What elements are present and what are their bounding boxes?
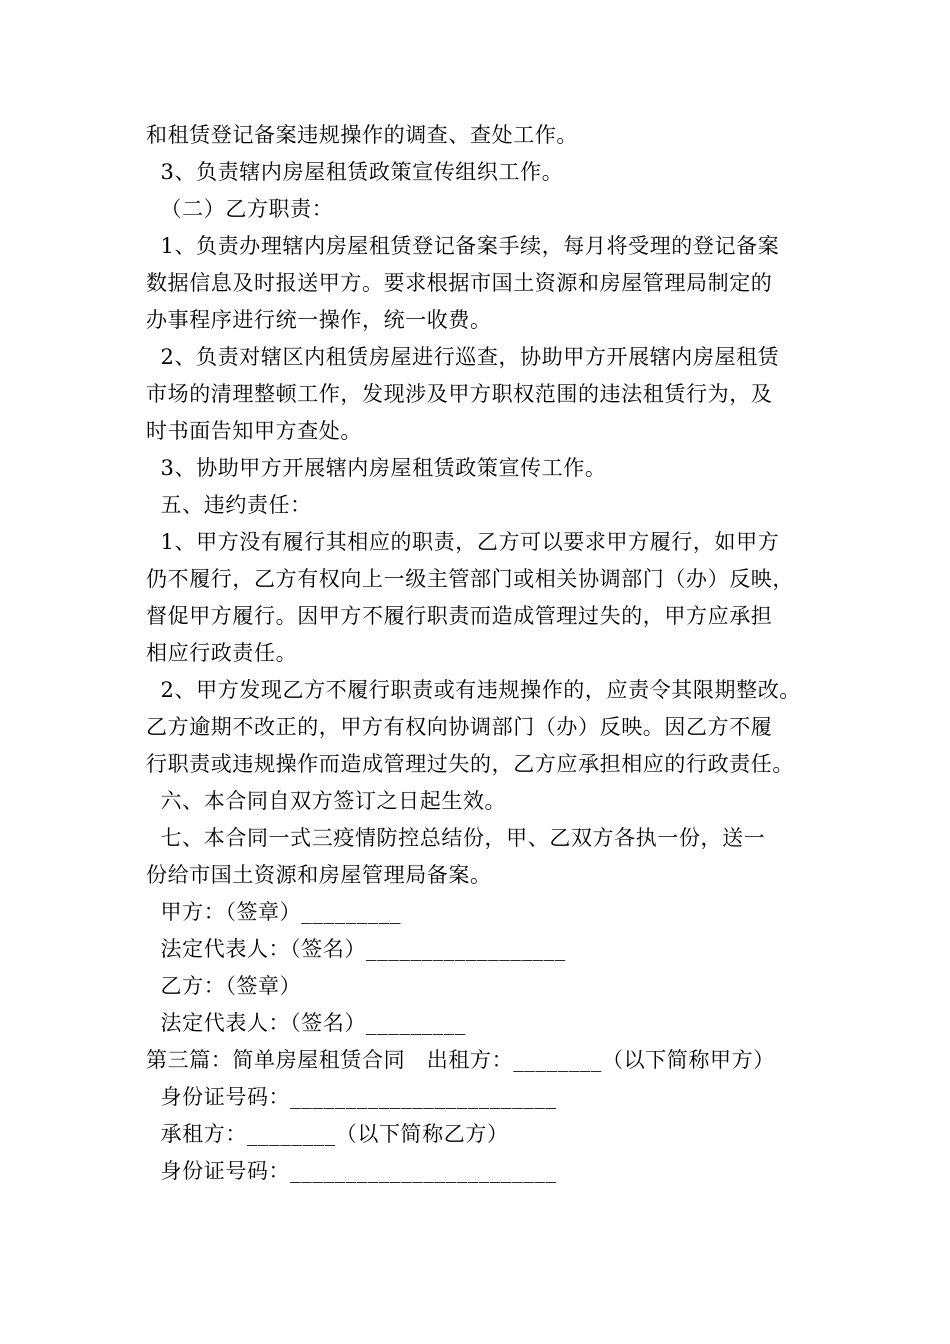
signature-line-legal-rep-a (146, 934, 836, 964)
text-line-content: 2、负责对辖区内租赁房屋进行巡查，协助甲方开展辖内房屋租赁 (146, 345, 780, 369)
text-line-content: 数据信息及时报送甲方。要求根据市国土资源和房屋管理局制定的 (146, 271, 773, 295)
text-line (146, 416, 836, 446)
text-line (146, 712, 836, 742)
text-line-content: 乙方逾期不改正的，甲方有权向协调部门（办）反映。因乙方不履 (146, 715, 773, 739)
text-line (146, 305, 836, 335)
text-line (146, 786, 836, 816)
text-line (146, 342, 836, 372)
text-line-content: 身份证号码：________________________ (146, 1085, 557, 1109)
text-line (146, 453, 836, 483)
text-line (146, 638, 836, 668)
lessee-line (146, 1119, 836, 1149)
text-line (146, 601, 836, 631)
text-line-content: 和租赁登记备案违规操作的调查、查处工作。 (146, 123, 578, 147)
text-line-content: 1、甲方没有履行其相应的职责，乙方可以要求甲方履行，如甲方 (146, 530, 780, 554)
text-line-content: 法定代表人：（签名）_________ (146, 1011, 466, 1035)
text-line-content: 乙方：（签章） (146, 974, 302, 998)
id-number-line (146, 1082, 836, 1112)
text-line-content: 办事程序进行统一操作，统一收费。 (146, 308, 492, 332)
text-line-content: 3、协助甲方开展辖内房屋租赁政策宣传工作。 (146, 456, 607, 480)
signature-line-legal-rep-b (146, 1008, 836, 1038)
text-line-content: 1、负责办理辖内房屋租赁登记备案手续，每月将受理的登记备案 (146, 234, 780, 258)
text-line (146, 749, 836, 779)
text-line-content: 承租方：________（以下简称乙方） (146, 1122, 509, 1146)
text-line (146, 231, 836, 261)
text-line-content: 时书面告知甲方查处。 (146, 419, 362, 443)
text-line-content: 2、甲方发现乙方不履行职责或有违规操作的，应责令其限期整改。 (146, 678, 801, 702)
text-line (146, 564, 836, 594)
text-line-content: 六、本合同自双方签订之日起生效。 (146, 789, 507, 813)
text-line-content: 3、负责辖内房屋租赁政策宣传组织工作。 (146, 160, 564, 184)
text-line (146, 823, 836, 853)
signature-line-party-a (146, 897, 836, 927)
chapter-heading (146, 1045, 836, 1075)
text-line (146, 157, 836, 187)
section-heading (146, 490, 836, 520)
text-line-content: 甲方：（签章）_________ (146, 900, 402, 924)
signature-line-party-b (146, 971, 836, 1001)
text-line-content: 五、违约责任： (146, 493, 312, 517)
text-line-content: 相应行政责任。 (146, 641, 298, 665)
text-line-content: 行职责或违规操作而造成管理过失的，乙方应承担相应的行政责任。 (146, 752, 794, 776)
text-line-content: 市场的清理整顿工作，发现涉及甲方职权范围的违法租赁行为，及 (146, 382, 773, 406)
text-line (146, 268, 836, 298)
text-line (146, 120, 836, 150)
text-line-content: （二）乙方职责： (146, 197, 334, 221)
text-line (146, 675, 836, 705)
text-line-content: 七、本合同一式三疫情防控总结份，甲、乙双方各执一份，送一 (146, 826, 766, 850)
section-heading (146, 194, 836, 224)
text-line-content: 份给市国土资源和房屋管理局备案。 (146, 863, 492, 887)
text-line (146, 379, 836, 409)
id-number-line (146, 1156, 836, 1186)
text-line-content: 法定代表人：（签名）__________________ (146, 937, 566, 961)
text-line-content: 督促甲方履行。因甲方不履行职责而造成管理过失的，甲方应承担 (146, 604, 773, 628)
text-line-content: 仍不履行，乙方有权向上一级主管部门或相关协调部门（办）反映， (146, 567, 794, 591)
text-line-content: 第三篇：简单房屋租赁合同 出租方：________（以下简称甲方） (146, 1048, 775, 1072)
text-line-content: 身份证号码：________________________ (146, 1159, 557, 1183)
text-line (146, 860, 836, 890)
text-line (146, 527, 836, 557)
